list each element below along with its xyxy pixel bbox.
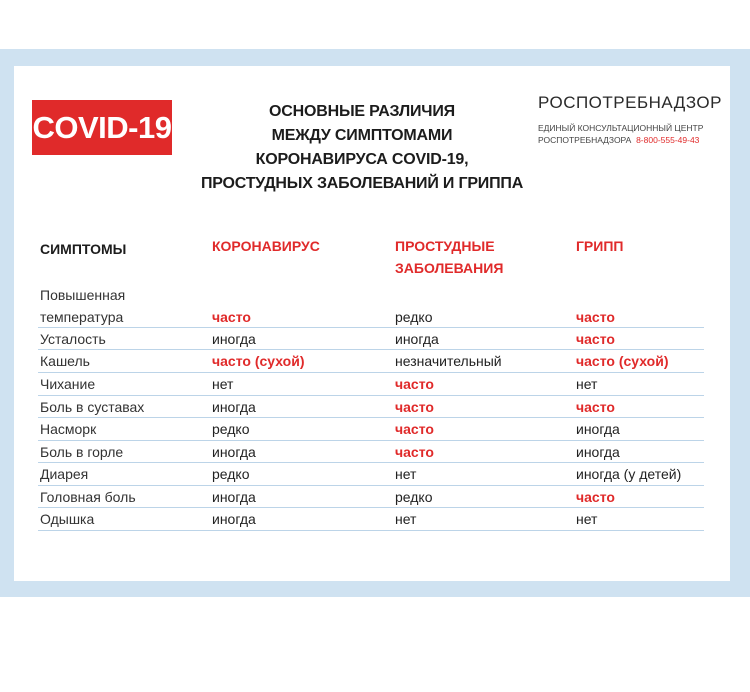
hotline-phone: 8-800-555-49-43 — [636, 135, 700, 145]
column-header-cold-line1: ПРОСТУДНЫЕ — [395, 238, 495, 254]
column-header-cold-line2: ЗАБОЛЕВАНИЯ — [395, 260, 504, 276]
covid-frequency: иногда — [212, 399, 256, 415]
cold-frequency: часто — [395, 421, 434, 437]
covid-frequency: редко — [212, 466, 250, 482]
flu-frequency: часто — [576, 399, 615, 415]
symptom-name: Чихание — [40, 376, 96, 392]
agency-name: РОСПОТРЕБНАДЗОР — [538, 93, 722, 112]
covid-frequency: иногда — [212, 444, 256, 460]
cold-frequency: незначительный — [395, 353, 502, 369]
symptom-name-line1: Повышенная — [40, 287, 126, 303]
poster-title — [182, 100, 542, 196]
title-line: ПРОСТУДНЫХ ЗАБОЛЕВАНИЙ И ГРИППА — [200, 175, 524, 192]
cold-frequency: иногда — [395, 331, 439, 347]
agency-sub-line1: ЕДИНЫЙ КОНСУЛЬТАЦИОННЫЙ ЦЕНТР — [538, 123, 704, 133]
agency-sub-line2 — [538, 134, 728, 146]
flu-frequency: иногда (у детей) — [576, 466, 682, 482]
title-line: ОСНОВНЫЕ РАЗЛИЧИЯ — [269, 103, 455, 120]
column-header-flu: ГРИПП — [576, 238, 624, 254]
symptom-name: Одышка — [40, 511, 95, 527]
covid-frequency: часто (сухой) — [212, 353, 305, 369]
covid-frequency: иногда — [212, 511, 256, 527]
column-header-cold — [395, 235, 503, 279]
column-header-covid: КОРОНАВИРУС — [212, 238, 320, 254]
covid-frequency: редко — [212, 421, 250, 437]
covid-frequency: часто — [212, 309, 251, 325]
covid-frequency: нет — [212, 376, 234, 392]
cold-frequency: нет — [395, 466, 417, 482]
symptom-name: Боль в суставах — [40, 399, 145, 415]
row-divider — [38, 530, 704, 531]
row-divider — [38, 507, 704, 508]
symptom-name: температура — [40, 309, 124, 325]
cold-frequency: часто — [395, 376, 434, 392]
cold-frequency: часто — [395, 399, 434, 415]
agency-contact — [538, 122, 728, 146]
flu-frequency: иногда — [576, 444, 620, 460]
flu-frequency: иногда — [576, 421, 620, 437]
flu-frequency: нет — [576, 376, 598, 392]
flu-frequency: часто — [576, 331, 615, 347]
covid-badge: COVID-19 — [32, 100, 172, 155]
title-line: КОРОНАВИРУСА COVID-19, — [255, 151, 469, 168]
row-divider — [38, 372, 704, 373]
flu-frequency: часто — [576, 309, 615, 325]
flu-frequency: часто — [576, 489, 615, 505]
cold-frequency: нет — [395, 511, 417, 527]
flu-frequency: часто (сухой) — [576, 353, 669, 369]
covid-frequency: иногда — [212, 331, 256, 347]
symptom-name: Головная боль — [40, 489, 136, 505]
symptom-name: Насморк — [40, 421, 97, 437]
cold-frequency: редко — [395, 309, 433, 325]
title-line: МЕЖДУ СИМПТОМАМИ — [271, 127, 453, 144]
symptom-name: Боль в горле — [40, 444, 124, 460]
symptom-name: Кашель — [40, 353, 90, 369]
flu-frequency: нет — [576, 511, 598, 527]
symptom-name: Диарея — [40, 466, 89, 482]
covid-frequency: иногда — [212, 489, 256, 505]
column-header-symptoms: СИМПТОМЫ — [40, 241, 127, 257]
cold-frequency: редко — [395, 489, 433, 505]
cold-frequency: часто — [395, 444, 434, 460]
symptom-name: Усталость — [40, 331, 106, 347]
agency-sub-name: РОСПОТРЕБНАДЗОРА — [538, 135, 632, 145]
